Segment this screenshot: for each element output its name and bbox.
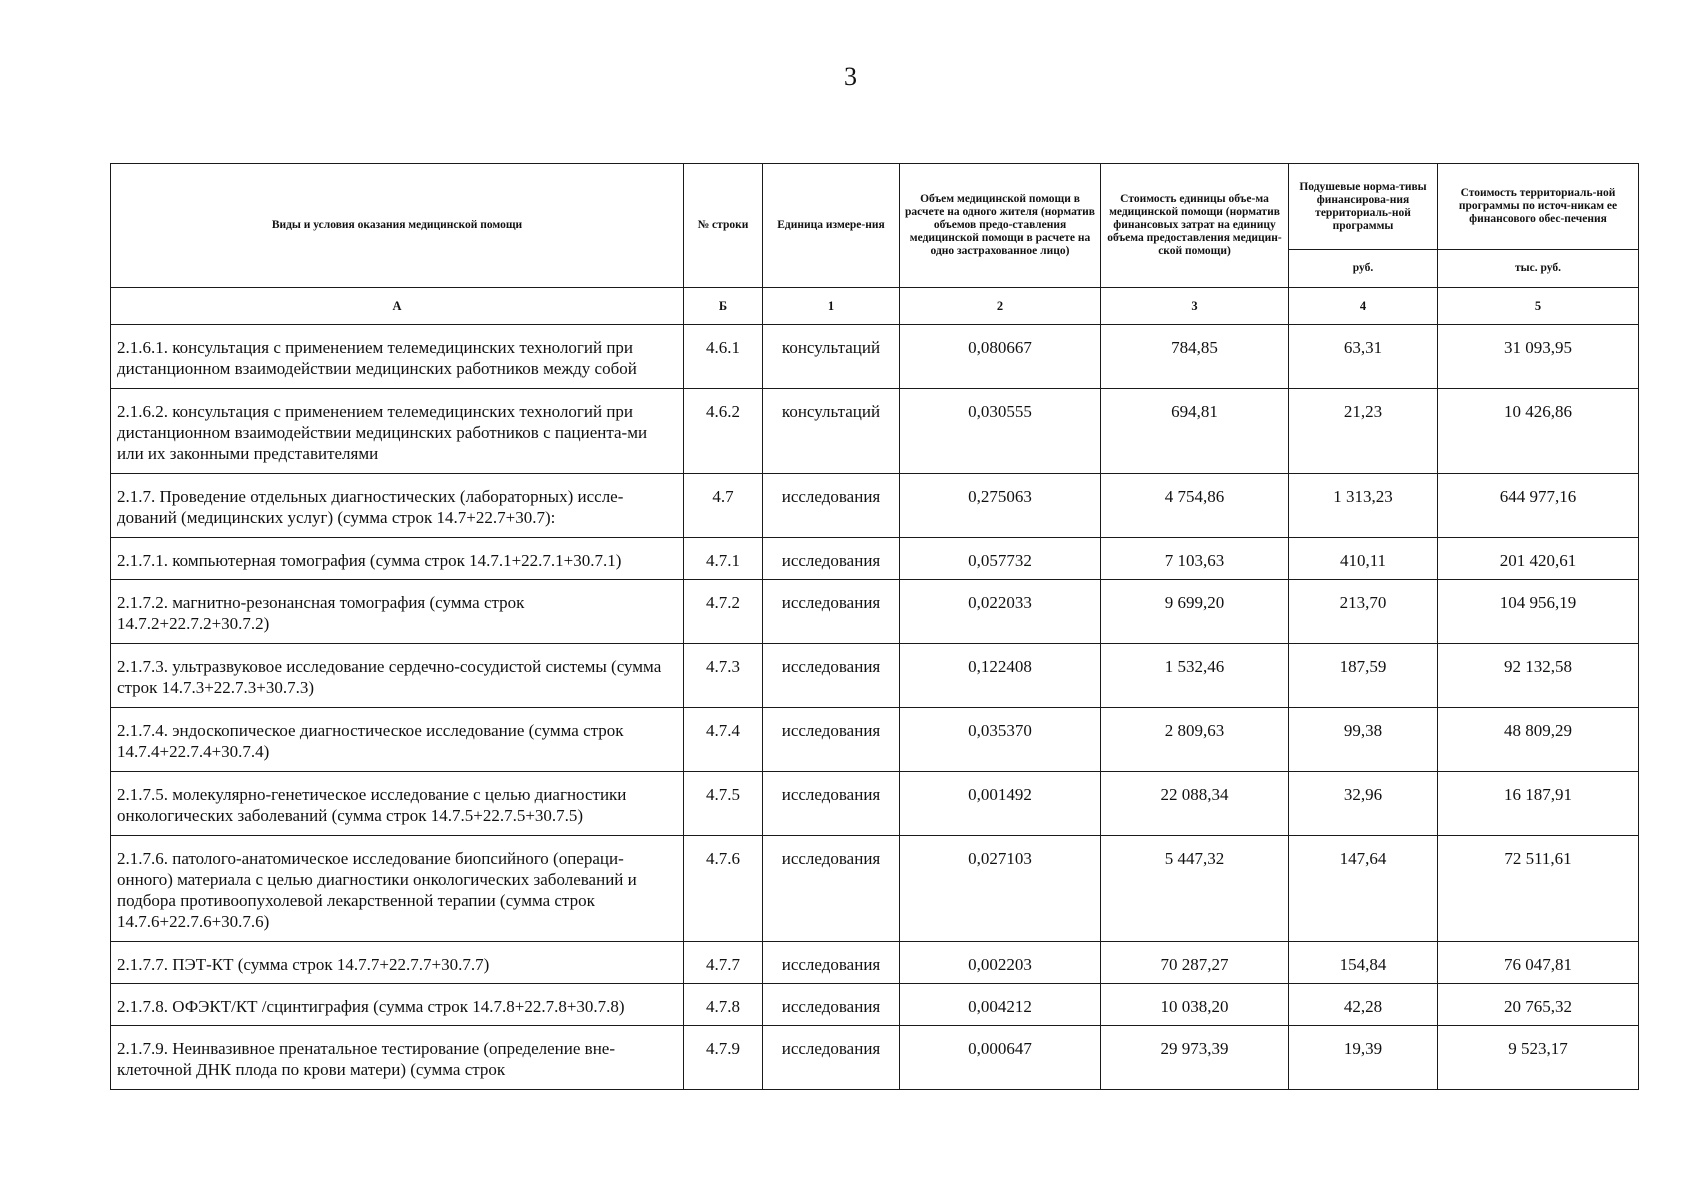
row-per-capita: 213,70 bbox=[1289, 580, 1438, 644]
row-total: 31 093,95 bbox=[1438, 325, 1639, 389]
row-unit: консультаций bbox=[763, 389, 900, 474]
row-per-capita: 147,64 bbox=[1289, 836, 1438, 942]
row-name: 2.1.7.2. магнитно-резонансная томография (сумма строк 14.7.2+22.7.2+30.7.2) bbox=[111, 580, 684, 644]
row-per-capita: 32,96 bbox=[1289, 772, 1438, 836]
row-total: 201 420,61 bbox=[1438, 538, 1639, 580]
table-row bbox=[111, 1026, 1639, 1090]
row-name: 2.1.7. Проведение отдельных диагностических (лабораторных) иссле-дований (медицинских услуг) (сумма строк 14.7+22.7+30.7): bbox=[111, 474, 684, 538]
row-volume: 0,001492 bbox=[900, 772, 1101, 836]
row-unit: исследования bbox=[763, 836, 900, 942]
header-col-3: Стоимость единицы объе-ма медицинской помощи (норматив финансовых затрат на единицу объема предоставления медицин-ской помощи) bbox=[1101, 164, 1289, 288]
row-cost: 7 103,63 bbox=[1101, 538, 1289, 580]
table-row bbox=[111, 984, 1639, 1026]
unit-col-5: тыс. руб. bbox=[1438, 250, 1639, 288]
row-total: 20 765,32 bbox=[1438, 984, 1639, 1026]
row-volume: 0,030555 bbox=[900, 389, 1101, 474]
index-cell: 4 bbox=[1289, 288, 1438, 325]
row-per-capita: 1 313,23 bbox=[1289, 474, 1438, 538]
row-total: 644 977,16 bbox=[1438, 474, 1639, 538]
row-volume: 0,122408 bbox=[900, 644, 1101, 708]
row-volume: 0,035370 bbox=[900, 708, 1101, 772]
row-total: 9 523,17 bbox=[1438, 1026, 1639, 1090]
row-per-capita: 21,23 bbox=[1289, 389, 1438, 474]
row-total: 16 187,91 bbox=[1438, 772, 1639, 836]
row-line: 4.7.4 bbox=[684, 708, 763, 772]
row-unit: исследования bbox=[763, 644, 900, 708]
row-line: 4.6.2 bbox=[684, 389, 763, 474]
row-total: 76 047,81 bbox=[1438, 942, 1639, 984]
row-cost: 694,81 bbox=[1101, 389, 1289, 474]
row-unit: исследования bbox=[763, 772, 900, 836]
table-row bbox=[111, 389, 1639, 474]
table-row bbox=[111, 580, 1639, 644]
row-cost: 2 809,63 bbox=[1101, 708, 1289, 772]
table-row bbox=[111, 942, 1639, 984]
row-unit: исследования bbox=[763, 1026, 900, 1090]
row-per-capita: 410,11 bbox=[1289, 538, 1438, 580]
row-name: 2.1.7.6. патолого-анатомическое исследование биопсийного (операци-онного) материала с целью диагностики онкологических заболеваний и подбора противоопухолевой лекарственной терапии (сумма строк 14.7.6+22.7.6+30.7.6) bbox=[111, 836, 684, 942]
row-line: 4.7.2 bbox=[684, 580, 763, 644]
medical-care-table bbox=[110, 163, 1639, 1090]
index-cell: А bbox=[111, 288, 684, 325]
row-volume: 0,000647 bbox=[900, 1026, 1101, 1090]
row-name: 2.1.7.9. Неинвазивное пренатальное тестирование (определение вне-клеточной ДНК плода по крови матери) (сумма строк bbox=[111, 1026, 684, 1090]
row-name: 2.1.7.8. ОФЭКТ/КТ /сцинтиграфия (сумма строк 14.7.8+22.7.8+30.7.8) bbox=[111, 984, 684, 1026]
row-cost: 784,85 bbox=[1101, 325, 1289, 389]
row-volume: 0,022033 bbox=[900, 580, 1101, 644]
row-total: 104 956,19 bbox=[1438, 580, 1639, 644]
row-per-capita: 187,59 bbox=[1289, 644, 1438, 708]
row-total: 72 511,61 bbox=[1438, 836, 1639, 942]
row-unit: исследования bbox=[763, 942, 900, 984]
index-cell: 1 bbox=[763, 288, 900, 325]
row-name: 2.1.7.3. ультразвуковое исследование сердечно-сосудистой системы (сумма строк 14.7.3+22.7.3+30.7.3) bbox=[111, 644, 684, 708]
unit-col-4: руб. bbox=[1289, 250, 1438, 288]
row-unit: исследования bbox=[763, 580, 900, 644]
row-per-capita: 154,84 bbox=[1289, 942, 1438, 984]
row-line: 4.7.6 bbox=[684, 836, 763, 942]
row-unit: исследования bbox=[763, 474, 900, 538]
index-cell: 5 bbox=[1438, 288, 1639, 325]
row-cost: 29 973,39 bbox=[1101, 1026, 1289, 1090]
header-row bbox=[111, 164, 1639, 250]
row-volume: 0,027103 bbox=[900, 836, 1101, 942]
row-total: 10 426,86 bbox=[1438, 389, 1639, 474]
row-total: 92 132,58 bbox=[1438, 644, 1639, 708]
row-volume: 0,275063 bbox=[900, 474, 1101, 538]
row-line: 4.7.9 bbox=[684, 1026, 763, 1090]
row-cost: 5 447,32 bbox=[1101, 836, 1289, 942]
row-unit: исследования bbox=[763, 538, 900, 580]
table-row bbox=[111, 644, 1639, 708]
header-col-5: Стоимость территориаль-ной программы по источ-никам ее финансового обес-печения bbox=[1438, 164, 1639, 250]
row-unit: исследования bbox=[763, 708, 900, 772]
row-cost: 1 532,46 bbox=[1101, 644, 1289, 708]
row-volume: 0,002203 bbox=[900, 942, 1101, 984]
row-unit: консультаций bbox=[763, 325, 900, 389]
table-row bbox=[111, 708, 1639, 772]
index-cell: Б bbox=[684, 288, 763, 325]
row-line: 4.7.1 bbox=[684, 538, 763, 580]
header-col-a: Виды и условия оказания медицинской помощи bbox=[111, 164, 684, 288]
row-per-capita: 19,39 bbox=[1289, 1026, 1438, 1090]
row-unit: исследования bbox=[763, 984, 900, 1026]
row-volume: 0,004212 bbox=[900, 984, 1101, 1026]
row-cost: 10 038,20 bbox=[1101, 984, 1289, 1026]
row-cost: 4 754,86 bbox=[1101, 474, 1289, 538]
row-line: 4.6.1 bbox=[684, 325, 763, 389]
row-volume: 0,080667 bbox=[900, 325, 1101, 389]
row-name: 2.1.7.7. ПЭТ-КТ (сумма строк 14.7.7+22.7.7+30.7.7) bbox=[111, 942, 684, 984]
header-col-b: № строки bbox=[684, 164, 763, 288]
row-name: 2.1.7.1. компьютерная томография (сумма строк 14.7.1+22.7.1+30.7.1) bbox=[111, 538, 684, 580]
page-number: 3 bbox=[844, 62, 857, 91]
index-row bbox=[111, 288, 1639, 325]
index-cell: 3 bbox=[1101, 288, 1289, 325]
row-line: 4.7.3 bbox=[684, 644, 763, 708]
row-line: 4.7.7 bbox=[684, 942, 763, 984]
row-name: 2.1.7.5. молекулярно-генетическое исследование с целью диагностики онкологических заболеваний (сумма строк 14.7.5+22.7.5+30.7.5) bbox=[111, 772, 684, 836]
table-row bbox=[111, 836, 1639, 942]
header-col-4: Подушевые норма-тивы финансирова-ния территориаль-ной программы bbox=[1289, 164, 1438, 250]
table-row bbox=[111, 538, 1639, 580]
row-name: 2.1.6.2. консультация с применением телемедицинских технологий при дистанционном взаимодействии медицинских работников с пациента-ми или их законными представителями bbox=[111, 389, 684, 474]
row-per-capita: 42,28 bbox=[1289, 984, 1438, 1026]
row-volume: 0,057732 bbox=[900, 538, 1101, 580]
row-cost: 70 287,27 bbox=[1101, 942, 1289, 984]
row-line: 4.7.8 bbox=[684, 984, 763, 1026]
row-name: 2.1.7.4. эндоскопическое диагностическое исследование (сумма строк 14.7.4+22.7.4+30.7.4) bbox=[111, 708, 684, 772]
row-total: 48 809,29 bbox=[1438, 708, 1639, 772]
header-col-2: Объем медицинской помощи в расчете на одного жителя (норматив объемов предо-ставления медицинской помощи в расчете на одно застрахованное лицо) bbox=[900, 164, 1101, 288]
row-cost: 9 699,20 bbox=[1101, 580, 1289, 644]
table-row bbox=[111, 772, 1639, 836]
table-row bbox=[111, 325, 1639, 389]
row-cost: 22 088,34 bbox=[1101, 772, 1289, 836]
row-per-capita: 63,31 bbox=[1289, 325, 1438, 389]
index-cell: 2 bbox=[900, 288, 1101, 325]
row-name: 2.1.6.1. консультация с применением телемедицинских технологий при дистанционном взаимодействии медицинских работников между собой bbox=[111, 325, 684, 389]
table-row bbox=[111, 474, 1639, 538]
row-per-capita: 99,38 bbox=[1289, 708, 1438, 772]
header-col-1: Единица измере-ния bbox=[763, 164, 900, 288]
row-line: 4.7 bbox=[684, 474, 763, 538]
row-line: 4.7.5 bbox=[684, 772, 763, 836]
